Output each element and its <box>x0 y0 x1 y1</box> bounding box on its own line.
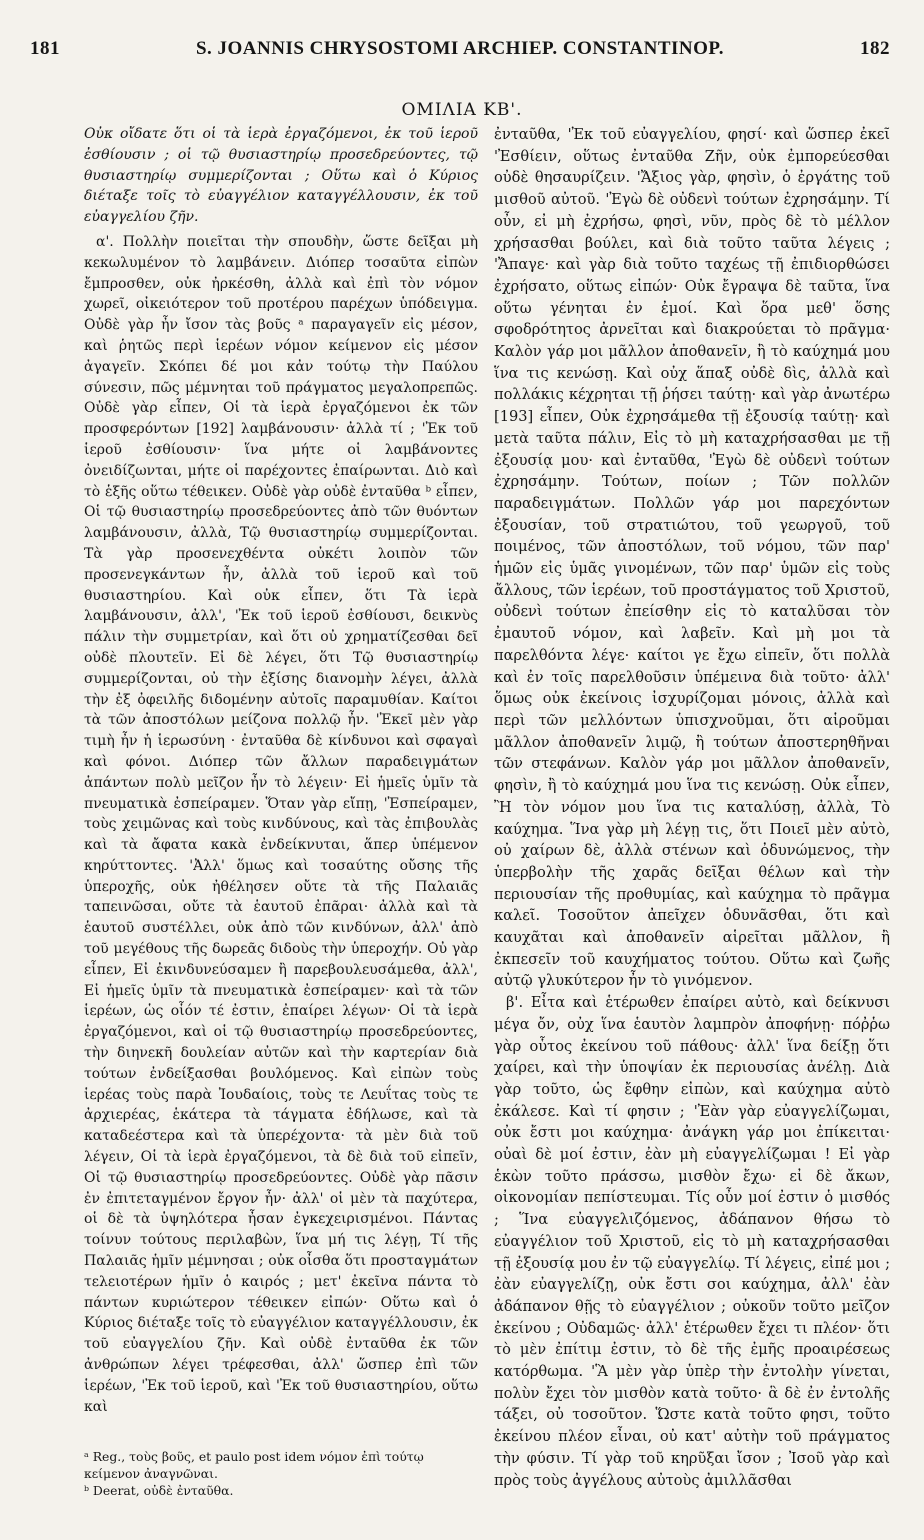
left-column <box>84 124 478 1417</box>
page-number-left: 181 <box>30 38 60 59</box>
running-title: S. JOANNIS CHRYSOSTOMI ARCHIEP. CONSTANTINOP. <box>195 38 725 59</box>
right-column <box>494 124 890 1491</box>
paragraph-alpha: α'. Πολλὴν ποιεῖται τὴν σπουδὴν, ὥστε δεῖξαι μὴ κεκωλυμένον τὸ λαμβάνειν. Διόπερ τοσαῦτα εἰπὼν ἔμπροσθεν, οὐκ ἠρκέσθη, ἀλλὰ καὶ ἐπὶ τὸν νόμον χωρεῖ, οἰκειότερον τοῦ προτέρου παρέχων ὑπόδειγμα. Οὐδὲ γὰρ ἦν ἴσον τὰς βοῦς ᵃ παραγαγεῖν εἰς μέσον, καὶ ῥητῶς περὶ ἱερέων νόμον κείμενον εἰς μέσον ἀγαγεῖν. Σκόπει δέ μοι κἀν τούτῳ τὴν Παύλου σύνεσιν, πῶς μέμνηται τοῦ πράγματος μεγαλοπρεπῶς. Οὐδὲ γὰρ εἶπεν, Οἱ τὰ ἱερὰ ἐργαζόμενοι ἐκ τῶν προσφερόντων [192] λαμβάνουσιν· ἀλλὰ τί ; 'Ἐκ τοῦ ἱεροῦ ἐσθίουσιν· ἵνα μήτε οἱ λαμβάνοντες ὀνειδίζωνται, μήτε οἱ παρέχοντες ἐπαίρωνται. Διὸ καὶ τὸ ἑξῆς οὕτω τέθεικεν. Οὐδὲ γὰρ οὐδὲ ἐνταῦθα ᵇ εἶπεν, Οἱ τῷ θυσιαστηρίῳ προσεδρεύοντες ἀπὸ τῶν θυόντων λαμβάνουσιν, ἀλλὰ, Τῷ θυσιαστηρίῳ συμμερίζονται. Τὰ γὰρ προσενεχθέντα οὐκέτι λοιπὸν τῶν προσενεγκάντων ἦν, ἀλλὰ τοῦ ἱεροῦ καὶ τοῦ θυσιαστηρίου. Καὶ οὐκ εἶπεν, ὅτι Τὰ ἱερὰ λαμβάνουσιν, ἀλλ', 'Ἐκ τοῦ ἱεροῦ ἐσθίουσι, δεικνὺς πάλιν τὴν συμμετρίαν, καὶ ὅτι οὐ χρηματίζεσθαι δεῖ οὐδὲ πλουτεῖν. Εἰ δὲ λέγει, ὅτι Τῷ θυσιαστηρίῳ συμμερίζονται, οὐ τὴν ἐξίσης διανομὴν λέγει, ἀλλὰ τὴν ἐξ ὀφειλῆς διδομένην αὐτοῖς παραμυθίαν. Καίτοι τὰ τῶν ἀποστόλων μείζονα πολλῷ ἦν. 'Ἐκεῖ μὲν γὰρ τιμὴ ἦν ἡ ἱερωσύνη · ἐνταῦθα δὲ κίνδυνοι καὶ σφαγαὶ καὶ φόνοι. Διόπερ τῶν ἄλλων παραδειγμάτων ἁπάντων πολὺ μεῖζον ἦν τὸ λέγειν· Εἰ ἡμεῖς ὑμῖν τὰ πνευματικὰ ἐσπείραμεν. Ὅταν γὰρ εἴπῃ, 'Ἐσπείραμεν, τοὺς χειμῶνας καὶ τοὺς κινδύνους, καὶ τὰς ἐπιβουλὰς καὶ τὰ ἄφατα κακὰ ἐνδείκνυται, ἅπερ ὑπέμενον κηρύττοντες. 'Ἀλλ' ὅμως καὶ τοσαύτης οὔσης τῆς ὑπεροχῆς, οὐκ ἠθέλησεν οὔτε τὰ τῆς Παλαιᾶς ταπεινῶσαι, οὔτε τὰ ἑαυτοῦ ἐπᾶραι· ἀλλὰ καὶ τὰ ἑαυτοῦ συστέλλει, οὐκ ἀπὸ τῶν κινδύνων, ἀλλ' ἀπὸ τοῦ μεγέθους τῆς δωρεᾶς διδοὺς τὴν ὑπεροχήν. Οὐ γὰρ εἶπεν, Εἰ ἐκινδυνεύσαμεν ἢ παρεβουλευσάμεθα, ἀλλ', Εἰ ἡμεῖς ὑμῖν τὰ πνευματικὰ ἐσπείραμεν· καὶ τὰ τῶν ἱερέων, ὡς οἷόν τέ ἐστιν, ἐπαίρει λέγων· Οἱ τὰ ἱερὰ ἐργαζόμενοι, καὶ οἱ τῷ θυσιαστηρίῳ προσεδρεύοντες, τὴν διηνεκῆ δουλείαν αὐτῶν καὶ τὴν καρτερίαν διὰ τούτων ἐνδείξασθαι βουλόμενος. Καὶ εἰπὼν τοὺς ἱερέας τοὺς παρὰ Ἰουδαίοις, τοὺς τε Λευΐτας τοὺς τε ἀρχιερέας, ἑκάτερα τὰ τάγματα ἐδήλωσε, καὶ τὰ καταδεέστερα καὶ τὰ ὑπερέχοντα· τὰ μὲν διὰ τοῦ λέγειν, Οἱ τὰ ἱερὰ ἐργαζόμενοι, τὰ δὲ διὰ τοῦ εἰπεῖν, Οἱ τῷ θυσιαστηρίῳ προσεδρεύοντες. Οὐδὲ γὰρ πᾶσιν ἐν ἐπιτεταγμένον ἔργον ἦν· ἀλλ' οἱ μὲν τὰ παχύτερα, οἱ δὲ τὰ ὑψηλότερα ἦσαν ἐγκεχειρισμένοι. Πάντας τοίνυν τούτους περιλαβὼν, ἵνα μή τις λέγῃ, Τί τῆς Παλαιᾶς ἡμῖν μέμνησαι ; οὐκ οἶσθα ὅτι προσταγμάτων τελειοτέρων ἡμῖν ὁ καιρός ; μετ' ἐκεῖνα πάντα τὸ πάντων κυριώτερον τέθεικεν εἰπών· Οὕτω καὶ ὁ Κύριος διέταξε τοῖς τὸ εὐαγγέλιον καταγγέλλουσιν, ἐκ τοῦ εὐαγγελίου ζῆν. Καὶ οὐδὲ ἐνταῦθα ἐκ τῶν ἀνθρώπων λέγει τρέφεσθαι, ἀλλ' ὥσπερ ἐπὶ τῶν ἱερέων, 'Ἐκ τοῦ ἱεροῦ, καὶ 'Ἐκ τοῦ θυσιαστηρίου, οὕτω καὶ <box>84 233 478 1415</box>
paragraph-beta: β'. Εἶτα καὶ ἑτέρωθεν ἐπαίρει αὐτὸ, καὶ δείκνυσι μέγα ὄν, οὐχ ἵνα ἑαυτὸν λαμπρὸν ἀποφήνῃ· πόῤῥω γὰρ οὗτος ἐκείνου τοῦ πάθους· ἀλλ' ἵνα δείξῃ ὅτι χαίρει, καὶ τὴν ὑποψίαν ἐκ περιουσίας ἀνέλῃ. Διὰ γὰρ τοῦτο, ὡς ἔφθην εἰπὼν, καὶ καύχημα αὐτὸ ἐκάλεσε. Καὶ τί φησιν ; 'Ἐὰν γὰρ εὐαγγελίζωμαι, οὐκ ἔστι μοι καύχημα· ἀνάγκη γάρ μοι ἐπίκειται· οὐαὶ δὲ μοί ἐστιν, ἐὰν μὴ εὐαγγελίζωμαι ! Εἰ γὰρ ἑκὼν τοῦτο πράσσω, μισθὸν ἔχω· εἰ δὲ ἄκων, οἰκονομίαν πεπίστευμαι. Τίς οὖν μοί ἐστιν ὁ μισθός ; Ἵνα εὐαγγελιζόμενος, ἀδάπανον θήσω τὸ εὐαγγέλιον τοῦ Χριστοῦ, εἰς τὸ μὴ καταχρήσασθαι τῇ ἐξουσίᾳ μου ἐν τῷ εὐαγγελίῳ. Τί λέγεις, εἰπέ μοι ; ἐὰν εὐαγγελίζῃ, οὐκ ἔστι σοι καύχημα, ἀλλ' ἐὰν ἀδάπανον θῇς τὸ εὐαγγέλιον ; οὐκοῦν τοῦτο μεῖζον ἐκείνου ; Οὐδαμῶς· ἀλλ' ἑτέρωθεν ἔχει τι πλέον· ὅτι τὸ μὲν ἐπίτιμ ἐστιν, τὸ δὲ τῆς ἐμῆς προαιρέσεως κατόρθωμα. 'Ἃ μὲν γὰρ ὑπὲρ τὴν ἐντολὴν γίνεται, πολὺν ἔχει τὸν μισθὸν κατὰ τοῦτο· ἃ δὲ ἐν ἐντολῆς τάξει, οὐ τοσοῦτον. Ὥστε κατὰ τοῦτο φησι, τοῦτο ἐκείνου πλέον εἶναι, οὐ κατ' αὐτὴν τοῦ πράγματος τὴν φύσιν. Τί γὰρ τοῦ κηρῦξαι ἴσον ; Ἰσοῦ γὰρ καὶ πρὸς τοὺς ἀγγέλους αὐτοὺς ἀμιλλᾶσθαι <box>494 994 890 1489</box>
footnote-b: ᵇ Deerat, οὐδὲ ἐνταῦθα. <box>84 1483 234 1498</box>
scripture-lemma: Οὐκ οἴδατε ὅτι οἱ τὰ ἱερὰ ἐργαζόμενοι, ἐκ τοῦ ἱεροῦ ἐσθίουσιν ; οἱ τῷ θυσιαστηρίῳ προσεδρεύοντες, τῷ θυσιαστηρίῳ συμμερίζονται ; Οὕτω καὶ ὁ Κύριος διέταξε τοῖς τὸ εὐαγγέλιον καταγγέλλουσιν, ἐκ τοῦ εὐαγγελίου ζῆν. <box>84 126 478 226</box>
homily-title: ΟΜΙΛΙΑ ΚΒ'. <box>401 100 523 120</box>
footnote-a: ᵃ Reg., τοὺς βοῦς, et paulo post idem νόμον ἐπὶ τούτῳ κείμενον ἀναγνῶναι. <box>84 1449 424 1481</box>
running-header <box>30 38 890 64</box>
footnotes <box>84 1448 478 1499</box>
paragraph-continuation: ἐνταῦθα, 'Ἐκ τοῦ εὐαγγελίου, φησί· καὶ ὥσπερ ἐκεῖ 'Ἐσθίειν, οὕτως ἐνταῦθα Ζῆν, οὐκ ἐμπορεύεσθαι οὐδὲ θησαυρίζειν. 'Ἄξιος γὰρ, φησὶν, ὁ ἐργάτης τοῦ μισθοῦ αὐτοῦ. 'Ἐγὼ δὲ οὐδενὶ τούτων ἐχρησάμην. Τί οὖν, εἰ μὴ ἐχρήσω, φησὶ, νῦν, πρὸς δὲ τὸ μέλλον χρήσασθαι βούλει, καὶ διὰ τοῦτο ταῦτα λέγεις ; 'Ἄπαγε· καὶ γὰρ διὰ τοῦτο ταχέως τῇ ἐπιδιορθώσει ἐχρήσατο, οὕτως εἰπών· Οὐκ ἔγραψα δὲ ταῦτα, ἵνα οὕτω γένηται ἐν ἐμοί. Καὶ ὅρα μεθ' ὅσης σφοδρότητος ἀρνεῖται καὶ διακρούεται τὸ πρᾶγμα· Καλὸν γάρ μοι μᾶλλον ἀποθανεῖν, ἢ τὸ καύχημά μου ἵνα τις κενώσῃ. Καὶ οὐχ ἅπαξ οὐδὲ δὶς, ἀλλὰ καὶ πολλάκις κέχρηται τῇ ῥήσει ταύτῃ· καὶ γὰρ ἀνωτέρω [193] εἶπεν, Οὐκ ἐχρησάμεθα τῇ ἐξουσίᾳ ταύτῃ· καὶ μετὰ ταῦτα πάλιν, Εἰς τὸ μὴ καταχρήσασθαι με τῇ ἐξουσίᾳ μου· καὶ ἐνταῦθα, 'Ἐγὼ δὲ οὐδενὶ τούτων ἐχρησάμην. Τούτων, ποίων ; Τῶν πολλῶν παραδειγμάτων. Πολλῶν γάρ μοι παρεχόντων ἐξουσίαν, τοῦ στρατιώτου, τοῦ γεωργοῦ, τοῦ ποιμένος, τῶν ἀποστόλων, τοῦ νόμου, τῶν παρ' ἡμῶν εἰς ὑμᾶς γινομένων, τῶν παρ' ὑμῶν εἰς τοὺς ἄλλους, τῶν ἱερέων, τοῦ προστάγματος τοῦ Χριστοῦ, οὐδενὶ τούτων ἐπείσθην εἰς τὸ καταλῦσαι τὸν ἐμαυτοῦ νόμον, καὶ λαβεῖν. Καὶ μὴ μοι τὰ παρελθόντα λέγε· καίτοι γε ἔχω εἰπεῖν, ὅτι πολλὰ καὶ ἐν τοῖς παρελθοῦσιν ὑπέμεινα διὰ τοῦτο· ἀλλ' ὅμως οὐκ ἐκείνοις ἰσχυρίζομαι μόνοις, ἀλλὰ καὶ περὶ τῶν μελλόντων ὑπισχνοῦμαι, ὅτι αἱροῦμαι μᾶλλον ἀποθανεῖν λιμῷ, ἢ τούτων ἀποστερηθῆναι τῶν στεφάνων. Καλὸν γάρ μοι μᾶλλον ἀποθανεῖν, φησὶν, ἢ τὸ καύχημά μου ἵνα τις κενώσῃ. Οὐκ εἶπεν, Ἢ τὸν νόμον μου ἵνα τις καταλύσῃ, ἀλλὰ, Τὸ καύχημα. Ἵνα γὰρ μὴ λέγῃ τις, ὅτι Ποιεῖ μὲν αὐτὸ, οὐ χαίρων δὲ, ἀλλὰ στένων καὶ ὀδυνώμενος, τὴν ὑπερβολὴν τῆς χαρᾶς δεῖξαι θέλων καὶ τὴν περιουσίαν τῆς προθυμίας, καὶ καύχημα τὸ πρᾶγμα καλεῖ. Τοσοῦτον ἀπεῖχεν ὀδυνᾶσθαι, ὅτι καὶ καυχᾶται καὶ ἀποθανεῖν αἱρεῖται μᾶλλον, ἢ ἐκπεσεῖν τοῦ καυχήματος τούτου. Οὕτω καὶ ζωῆς αὐτῷ γλυκύτερον ἦν τὸ γινόμενον. <box>494 126 890 990</box>
page-number-right: 182 <box>860 38 890 59</box>
